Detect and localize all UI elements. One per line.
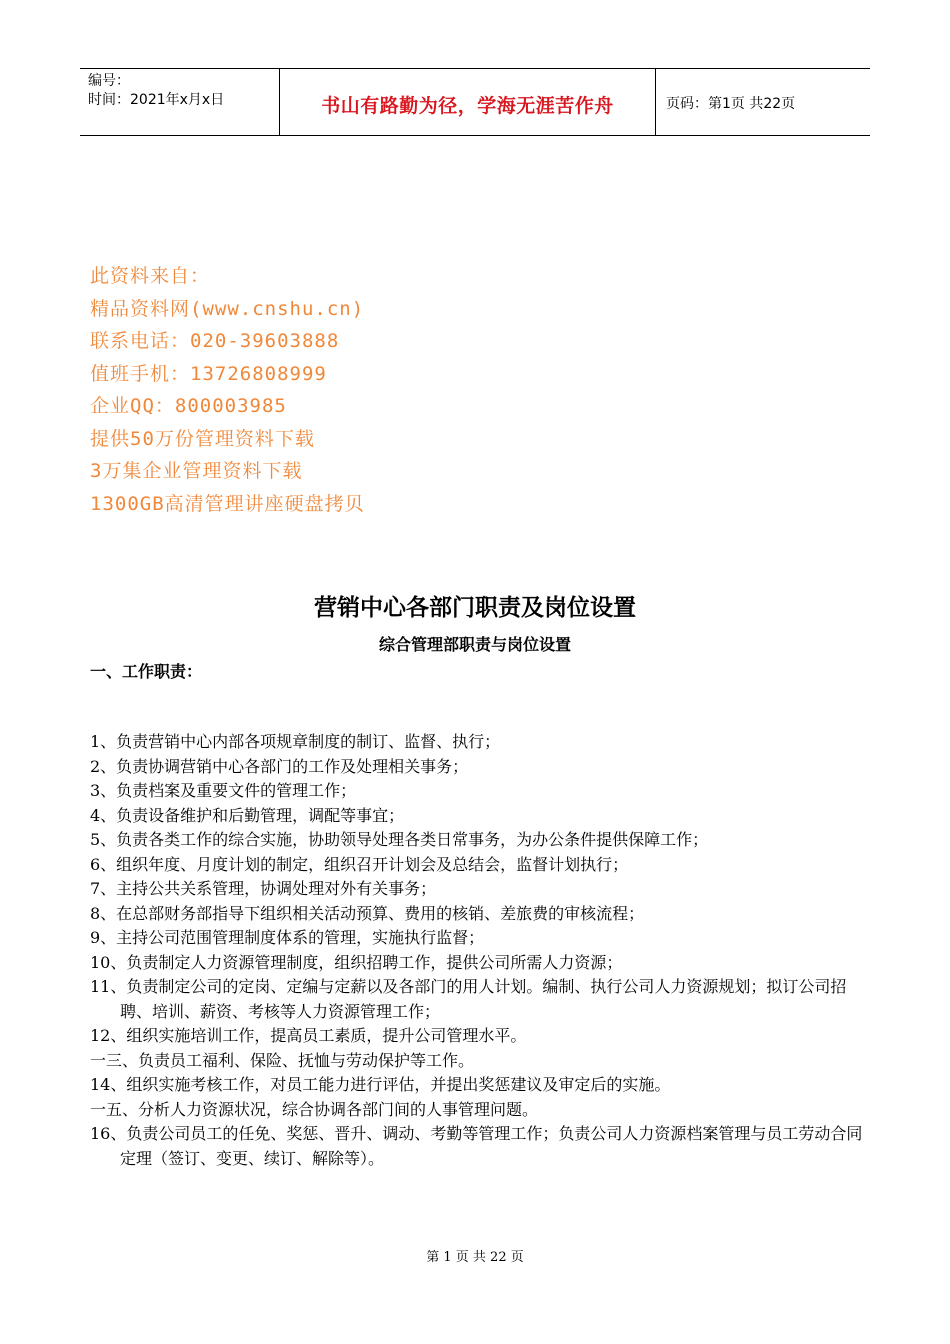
duty-item: 1、负责营销中心内部各项规章制度的制订、监督、执行； (90, 732, 501, 751)
header-motto: 书山有路勤为径，学海无涯苦作舟 (321, 95, 614, 117)
duty-item: 5、负责各类工作的综合实施，协助领导处理各类日常事务，为办公条件提供保障工作； (90, 830, 709, 849)
advert-line: 精品资料网(www.cnshu.cn) (90, 297, 365, 320)
duty-item: 3、负责档案及重要文件的管理工作； (90, 781, 357, 800)
advert-line: 联系电话：020-39603888 (90, 330, 340, 352)
duty-item: 11、负责制定公司的定岗、定编与定薪以及各部门的用人计划。编制、执行公司人力资源规划；拟订公司招聘、培训、薪资、考核等人力资源管理工作； (90, 977, 847, 1021)
header-page-info: 页码：第1页 共22页 (666, 96, 796, 112)
duty-item: 8、在总部财务部指导下组织相关活动预算、费用的核销、差旅费的审核流程； (90, 903, 645, 923)
header-table (80, 68, 870, 136)
section-heading: 一、工作职责： (90, 662, 203, 681)
duty-item: 10、负责制定人力资源管理制度，组织招聘工作，提供公司所需人力资源； (90, 952, 623, 972)
document-title: 营销中心各部门职责及岗位设置 (314, 595, 636, 621)
duty-list (90, 730, 865, 1171)
advert-line: 此资料来自： (90, 265, 211, 287)
advert-block (90, 262, 365, 522)
duty-item: 16、负责公司员工的任免、奖惩、晋升、调动、考勤等管理工作；负责公司人力资源档案管理与员工劳动合同定理（签订、变更、续订、解除等）。 (90, 1124, 863, 1168)
duty-item: 4、负责设备维护和后勤管理，调配等事宜； (90, 805, 405, 825)
header-info-cell (80, 69, 280, 135)
duty-item: 9、主持公司范围管理制度体系的管理，实施执行监督； (90, 928, 485, 947)
advert-line: 提供50万份管理资料下载 (90, 427, 315, 450)
duty-item: 一三、负责员工福利、保险、抚恤与劳动保护等工作。 (90, 1050, 475, 1070)
document-subtitle: 综合管理部职责与岗位设置 (378, 635, 571, 654)
advert-line: 值班手机：13726808999 (90, 362, 327, 385)
header-motto-cell (280, 69, 656, 135)
document-time-label: 时间：2021年x月x日 (88, 92, 225, 108)
page-footer: 第 1 页 共 22 页 (426, 1250, 524, 1265)
duty-item: 7、主持公共关系管理，协调处理对外有关事务； (90, 879, 437, 898)
advert-line: 1300GB高清管理讲座硬盘拷贝 (90, 492, 365, 515)
document-number-label: 编号： (88, 73, 130, 89)
header-page-cell (656, 69, 870, 135)
duty-item: 12、组织实施培训工作，提高员工素质，提升公司管理水平。 (90, 1026, 527, 1045)
advert-line: 企业QQ：800003985 (90, 395, 287, 417)
duty-item: 6、组织年度、月度计划的制定，组织召开计划会及总结会，监督计划执行； (90, 854, 629, 874)
advert-line: 3万集企业管理资料下载 (90, 460, 303, 482)
duty-item: 一五、分析人力资源状况，综合协调各部门间的人事管理问题。 (90, 1099, 539, 1119)
duty-item: 14、组织实施考核工作，对员工能力进行评估，并提出奖惩建议及审定后的实施。 (90, 1075, 671, 1094)
duty-item: 2、负责协调营销中心各部门的工作及处理相关事务； (90, 756, 469, 776)
